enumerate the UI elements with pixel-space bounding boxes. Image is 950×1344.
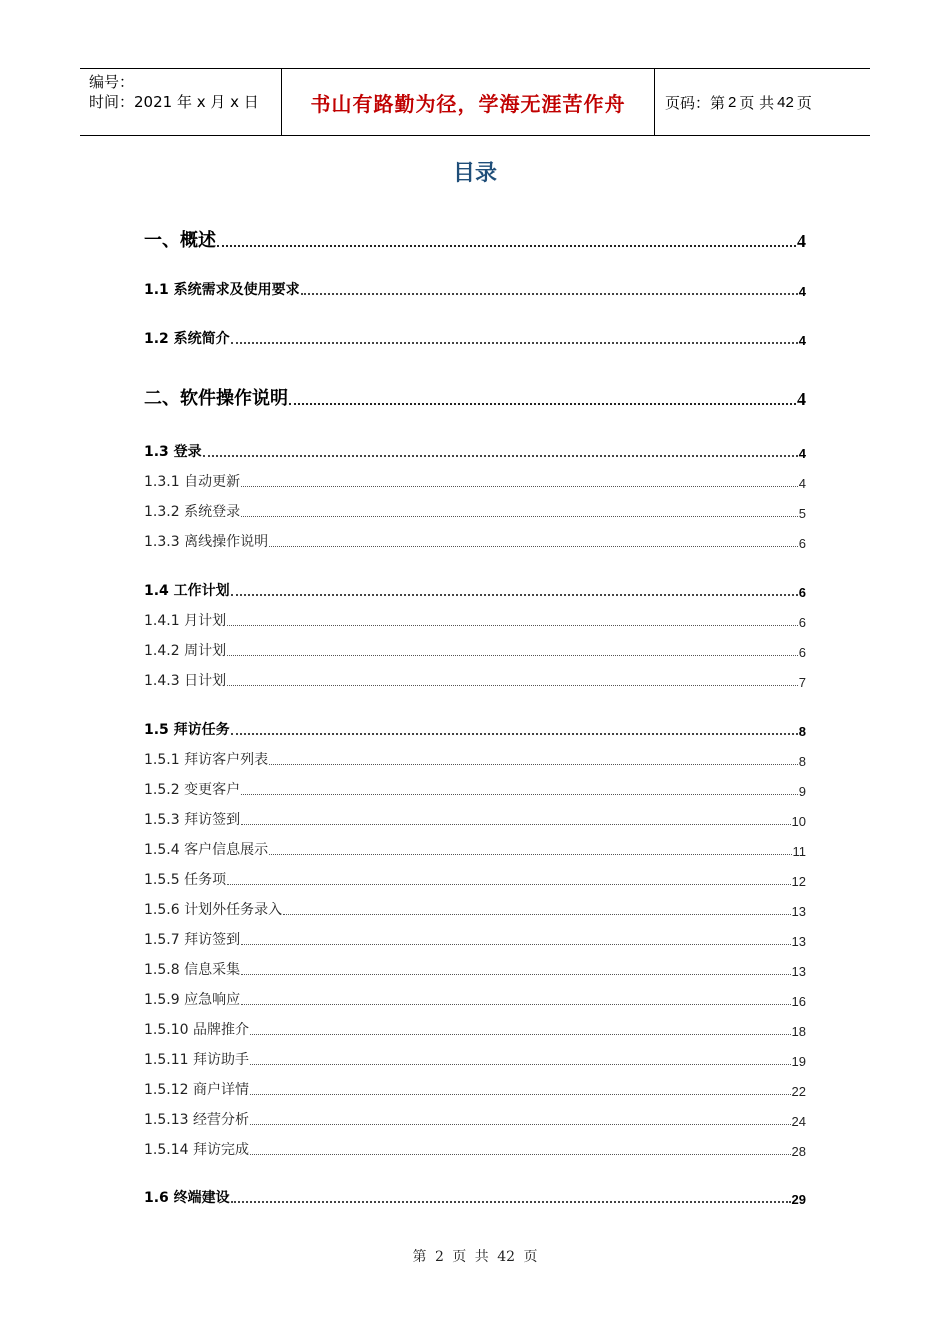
toc-leader-dots [269,853,791,855]
toc-entry[interactable] [144,749,806,769]
toc-entry-page: 4 [798,284,806,299]
toc-leader-dots [203,454,798,457]
toc-entry[interactable] [144,610,806,630]
toc-entry-label: 1.5 拜访任务 [144,722,230,738]
toc-entry-label: 1.4.2 周计划 [144,643,227,659]
toc-entry-page: 12 [791,874,806,889]
toc-leader-dots [227,684,798,686]
toc-leader-dots [250,1123,791,1125]
toc-entry[interactable] [144,1079,806,1099]
toc-leader-dots [227,624,798,626]
page-mid: 页 共 [739,93,775,112]
toc-entry-label: 1.6 终端建设 [144,1190,230,1206]
toc-entry-page: 13 [791,934,806,949]
toc-entry-label: 1.5.6 计划外任务录入 [144,902,283,918]
toc-entry[interactable] [144,1019,806,1039]
toc-entry-page: 10 [791,814,806,829]
toc-entry-page: 22 [791,1084,806,1099]
time-label: 时间：2021 年 x 月 x 日 [89,93,259,111]
toc-entry-page: 28 [791,1144,806,1159]
number-label: 编号： [89,73,135,91]
toc-entry[interactable] [144,279,806,299]
motto: 书山有路勤为径，学海无涯苦作舟 [310,91,626,116]
toc-entry[interactable] [144,226,806,252]
toc-entry[interactable] [144,1049,806,1069]
toc-entry-page: 11 [792,844,806,859]
toc-entry-label: 1.4.3 日计划 [144,673,227,689]
toc-leader-dots [250,1153,791,1155]
toc-entry[interactable] [144,1109,806,1129]
toc-entry-page: 8 [798,724,806,739]
toc-entry-label: 1.5.12 商户详情 [144,1082,249,1098]
page-footer: 第 2 页 共 42 页 [412,1249,538,1265]
toc-leader-dots [250,1033,791,1035]
toc-entry[interactable] [144,531,806,551]
toc-entry-page: 4 [798,476,806,491]
toc-entry-label: 1.5.9 应急响应 [144,992,241,1008]
toc-leader-dots [227,883,790,885]
toc-entry[interactable] [144,670,806,690]
toc-entry[interactable] [144,989,806,1009]
toc-entry-label: 1.5.2 变更客户 [144,782,241,798]
toc-entry-page: 4 [797,389,806,409]
page-header [80,68,870,136]
toc-entry-page: 4 [797,231,806,251]
page-total: 42 [777,93,794,111]
toc-entry-label: 1.5.4 客户信息展示 [144,842,269,858]
toc-entry-label: 1.5.10 品牌推介 [144,1022,249,1038]
toc-entry[interactable] [144,328,806,348]
toc-leader-dots [227,654,798,656]
header-motto-cell [282,69,655,135]
toc-leader-dots [269,763,798,765]
toc-entry-page: 24 [791,1114,806,1129]
toc-entry-label: 1.5.11 拜访助手 [144,1052,249,1068]
toc-leader-dots [217,244,796,247]
toc-entry[interactable] [144,441,806,461]
toc-entry-page: 7 [798,675,806,690]
toc-leader-dots [250,1063,791,1065]
toc-leader-dots [231,593,798,596]
toc-leader-dots [301,292,798,295]
toc-entry[interactable] [144,779,806,799]
toc-leader-dots [241,943,790,945]
toc-leader-dots [283,913,790,915]
toc-entry[interactable] [144,1187,806,1207]
toc-entry-page: 29 [791,1192,806,1207]
toc-leader-dots [241,793,798,795]
toc-entry-label: 1.2 系统简介 [144,331,230,347]
toc-entry[interactable] [144,580,806,600]
toc-entry-page: 6 [798,645,806,660]
toc-entry-label: 1.5.3 拜访签到 [144,812,241,828]
toc-leader-dots [289,402,796,405]
toc-entry-page: 4 [798,333,806,348]
toc-leader-dots [241,823,790,825]
toc-entry[interactable] [144,384,806,410]
toc-entry[interactable] [144,809,806,829]
toc-entry[interactable] [144,501,806,521]
header-meta [80,69,282,135]
page-prefix: 页码：第 [665,93,726,112]
toc-entry-label: 1.5.13 经营分析 [144,1112,249,1128]
toc-title: 目录 [452,161,497,186]
toc-entry[interactable] [144,1139,806,1159]
page-current: 2 [728,93,737,111]
toc-entry-label: 1.4.1 月计划 [144,613,227,629]
toc-entry[interactable] [144,899,806,919]
toc-entry-label: 二、软件操作说明 [144,388,288,409]
toc-entry-page: 18 [791,1024,806,1039]
toc-leader-dots [231,732,798,735]
toc-entry[interactable] [144,839,806,859]
toc-entry-label: 1.3.3 离线操作说明 [144,534,269,550]
toc-leader-dots [269,545,798,547]
toc-entry-label: 1.1 系统需求及使用要求 [144,282,300,298]
toc-entry-label: 1.5.5 任务项 [144,872,227,888]
toc-entry-label: 1.5.7 拜访签到 [144,932,241,948]
toc-entry-label: 1.3 登录 [144,444,202,460]
header-page-info [655,69,870,135]
toc-entry-label: 1.5.14 拜访完成 [144,1142,249,1158]
toc-entry-page: 6 [798,536,806,551]
toc-leader-dots [250,1093,791,1095]
toc-entry[interactable] [144,640,806,660]
page-suffix: 页 [796,93,812,112]
toc-leader-dots [241,485,798,487]
toc-entry-page: 6 [798,585,806,600]
toc-leader-dots [231,341,798,344]
toc-entry-page: 4 [798,446,806,461]
toc-leader-dots [241,1003,790,1005]
toc-entry-page: 8 [798,754,806,769]
toc-entry-label: 1.3.1 自动更新 [144,474,241,490]
toc-entry-page: 6 [798,615,806,630]
toc-entry-page: 5 [798,506,806,521]
toc-entry-label: 1.5.1 拜访客户列表 [144,752,269,768]
toc-leader-dots [241,515,798,517]
toc-entry-label: 一、概述 [144,230,216,251]
toc-entry-page: 16 [791,994,806,1009]
toc-entry[interactable] [144,959,806,979]
toc-entry-label: 1.3.2 系统登录 [144,504,241,520]
toc-entry-page: 13 [791,904,806,919]
toc-entry-page: 19 [791,1054,806,1069]
toc-entry-page: 9 [798,784,806,799]
toc-entry[interactable] [144,929,806,949]
toc-entry[interactable] [144,471,806,491]
toc-entry-page: 13 [791,964,806,979]
toc-entry[interactable] [144,869,806,889]
toc-entry-label: 1.4 工作计划 [144,583,230,599]
toc-entry-label: 1.5.8 信息采集 [144,962,241,978]
toc-leader-dots [241,973,790,975]
toc-leader-dots [231,1200,791,1203]
toc-entry[interactable] [144,719,806,739]
